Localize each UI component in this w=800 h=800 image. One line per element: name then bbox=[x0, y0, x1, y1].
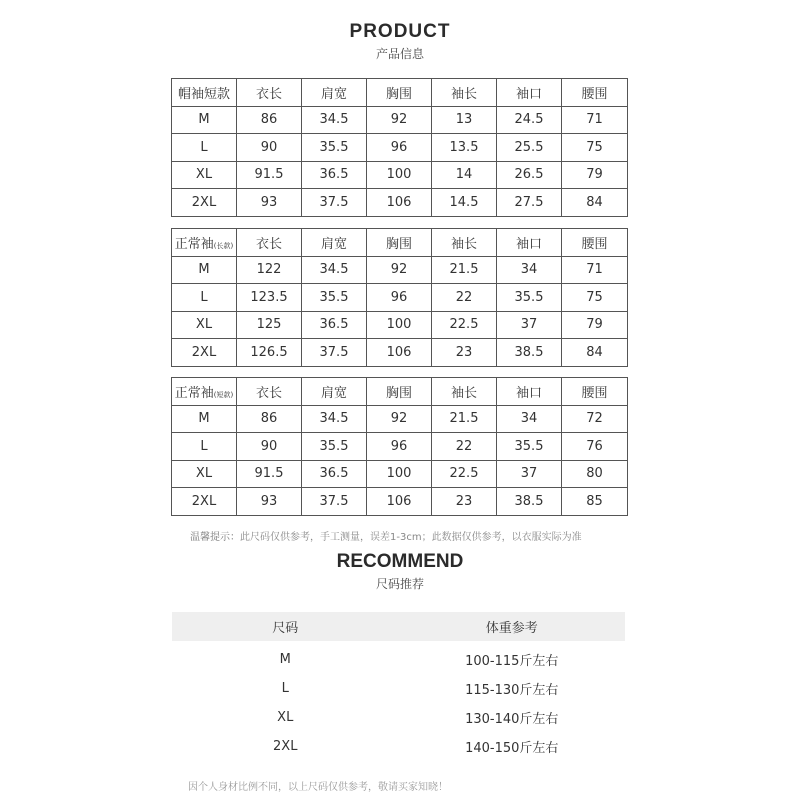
size-label-cell: 2XL bbox=[172, 488, 237, 516]
recommend-header-row bbox=[172, 612, 625, 641]
size-table-column-header: 袖口 bbox=[497, 378, 562, 406]
measurement-note bbox=[190, 528, 582, 543]
size-table-cap-sleeve bbox=[171, 78, 628, 217]
size-table-style-note: (短款) bbox=[213, 390, 234, 399]
size-table-row bbox=[172, 134, 628, 162]
measurement-cell: 22.5 bbox=[432, 460, 497, 488]
recommend-weight: 140-150斤左右 bbox=[465, 741, 559, 756]
size-table-column-header: 腰围 bbox=[562, 229, 628, 257]
measurement-cell: 106 bbox=[367, 488, 432, 516]
recommend-title: RECOMMEND bbox=[336, 551, 464, 572]
size-label-cell: L bbox=[172, 284, 237, 312]
size-table-column-header: 衣长 bbox=[237, 378, 302, 406]
size-table-column-header: 袖口 bbox=[497, 229, 562, 257]
measurement-cell: 23 bbox=[432, 339, 497, 367]
size-label-cell: 2XL bbox=[172, 339, 237, 367]
size-label-cell: L bbox=[172, 134, 237, 162]
measurement-cell: 36.5 bbox=[302, 460, 367, 488]
measurement-cell: 92 bbox=[367, 106, 432, 134]
recommend-row bbox=[172, 674, 625, 703]
size-table-column-header: 衣长 bbox=[237, 229, 302, 257]
size-table-row bbox=[172, 339, 628, 367]
size-table-row bbox=[172, 106, 628, 134]
size-table-column-header: 胸围 bbox=[367, 79, 432, 107]
measurement-cell: 90 bbox=[237, 433, 302, 461]
measurement-cell: 13.5 bbox=[432, 134, 497, 162]
recommend-weight: 100-115斤左右 bbox=[465, 654, 559, 669]
measurement-cell: 13 bbox=[432, 106, 497, 134]
size-table-column-header: 袖长 bbox=[432, 229, 497, 257]
measurement-cell: 35.5 bbox=[497, 433, 562, 461]
measurement-cell: 85 bbox=[562, 488, 628, 516]
measurement-cell: 79 bbox=[562, 161, 628, 189]
size-label-cell: M bbox=[172, 405, 237, 433]
size-table-header-row bbox=[172, 378, 628, 406]
measurement-cell: 36.5 bbox=[302, 161, 367, 189]
size-table-regular-sleeve-short bbox=[171, 377, 628, 516]
size-label-cell: XL bbox=[172, 460, 237, 488]
recommend-row bbox=[172, 703, 625, 732]
disclaimer-note: 因个人身材比例不同，以上尺码仅供参考，敬请买家知晓！ bbox=[188, 782, 448, 793]
measurement-cell: 91.5 bbox=[237, 161, 302, 189]
measurement-cell: 106 bbox=[367, 339, 432, 367]
measurement-cell: 75 bbox=[562, 284, 628, 312]
measurement-cell: 34.5 bbox=[302, 405, 367, 433]
measurement-cell: 72 bbox=[562, 405, 628, 433]
size-table-column-header: 肩宽 bbox=[302, 79, 367, 107]
recommend-table bbox=[172, 612, 625, 761]
recommend-subtitle: 尺码推荐 bbox=[375, 577, 424, 591]
size-table-row bbox=[172, 311, 628, 339]
measurement-cell: 34 bbox=[497, 256, 562, 284]
size-table-column-header: 胸围 bbox=[367, 229, 432, 257]
measurement-cell: 25.5 bbox=[497, 134, 562, 162]
measurement-cell: 86 bbox=[237, 405, 302, 433]
recommend-size: XL bbox=[277, 710, 294, 725]
measurement-cell: 126.5 bbox=[237, 339, 302, 367]
size-table-column-header: 胸围 bbox=[367, 378, 432, 406]
measurement-cell: 84 bbox=[562, 339, 628, 367]
size-table-style-label: 正常袖(短款) bbox=[172, 378, 237, 406]
measurement-cell: 37 bbox=[497, 460, 562, 488]
measurement-cell: 34.5 bbox=[302, 106, 367, 134]
size-label-cell: 2XL bbox=[172, 189, 237, 217]
size-label-cell: M bbox=[172, 256, 237, 284]
measurement-cell: 37.5 bbox=[302, 189, 367, 217]
measurement-cell: 35.5 bbox=[497, 284, 562, 312]
measurement-cell: 21.5 bbox=[432, 405, 497, 433]
size-table-regular-sleeve-long bbox=[171, 228, 628, 367]
size-label-cell: L bbox=[172, 433, 237, 461]
recommend-size: 2XL bbox=[273, 739, 298, 754]
size-table-style-note: (长款) bbox=[213, 241, 234, 250]
measurement-cell: 35.5 bbox=[302, 134, 367, 162]
measurement-cell: 71 bbox=[562, 256, 628, 284]
size-table-header-row bbox=[172, 229, 628, 257]
size-label-cell: M bbox=[172, 106, 237, 134]
size-table-column-header: 肩宽 bbox=[302, 229, 367, 257]
size-table-header-row bbox=[172, 79, 628, 107]
measurement-cell: 76 bbox=[562, 433, 628, 461]
recommend-row bbox=[172, 641, 625, 674]
measurement-cell: 80 bbox=[562, 460, 628, 488]
measurement-cell: 24.5 bbox=[497, 106, 562, 134]
size-table-column-header: 衣长 bbox=[237, 79, 302, 107]
size-table-style-label: 帽袖短款 bbox=[172, 79, 237, 107]
measurement-cell: 22.5 bbox=[432, 311, 497, 339]
size-table-column-header: 腰围 bbox=[562, 378, 628, 406]
measurement-cell: 122 bbox=[237, 256, 302, 284]
measurement-cell: 93 bbox=[237, 189, 302, 217]
recommend-header-size: 尺码 bbox=[172, 612, 399, 641]
size-label-cell: XL bbox=[172, 311, 237, 339]
measurement-cell: 23 bbox=[432, 488, 497, 516]
size-table-style-label: 正常袖(长款) bbox=[172, 229, 237, 257]
measurement-cell: 14.5 bbox=[432, 189, 497, 217]
measurement-cell: 35.5 bbox=[302, 433, 367, 461]
measurement-cell: 96 bbox=[367, 284, 432, 312]
measurement-cell: 37 bbox=[497, 311, 562, 339]
recommend-row bbox=[172, 732, 625, 761]
size-table-row bbox=[172, 433, 628, 461]
size-table-column-header: 袖长 bbox=[432, 378, 497, 406]
measurement-cell: 100 bbox=[367, 460, 432, 488]
measurement-cell: 22 bbox=[432, 433, 497, 461]
measurement-cell: 125 bbox=[237, 311, 302, 339]
measurement-cell: 92 bbox=[367, 256, 432, 284]
measurement-cell: 96 bbox=[367, 433, 432, 461]
note-text: 此尺码仅供参考，手工测量，误差1-3cm；此数据仅供参考，以衣服实际为准 bbox=[240, 532, 582, 543]
measurement-cell: 35.5 bbox=[302, 284, 367, 312]
product-title: PRODUCT bbox=[349, 21, 451, 42]
measurement-cell: 92 bbox=[367, 405, 432, 433]
measurement-cell: 26.5 bbox=[497, 161, 562, 189]
size-table-row bbox=[172, 284, 628, 312]
size-table-row bbox=[172, 189, 628, 217]
recommend-size: L bbox=[281, 681, 289, 696]
measurement-cell: 90 bbox=[237, 134, 302, 162]
measurement-cell: 37.5 bbox=[302, 339, 367, 367]
measurement-cell: 93 bbox=[237, 488, 302, 516]
recommend-weight: 115-130斤左右 bbox=[465, 683, 559, 698]
measurement-cell: 36.5 bbox=[302, 311, 367, 339]
measurement-cell: 38.5 bbox=[497, 339, 562, 367]
recommend-size: M bbox=[279, 652, 291, 667]
measurement-cell: 79 bbox=[562, 311, 628, 339]
measurement-cell: 100 bbox=[367, 161, 432, 189]
recommend-header-weight: 体重参考 bbox=[399, 612, 626, 641]
size-table-row bbox=[172, 405, 628, 433]
measurement-cell: 100 bbox=[367, 311, 432, 339]
size-table-row bbox=[172, 488, 628, 516]
measurement-cell: 34 bbox=[497, 405, 562, 433]
size-table-row bbox=[172, 256, 628, 284]
recommend-weight: 130-140斤左右 bbox=[465, 712, 559, 727]
measurement-cell: 75 bbox=[562, 134, 628, 162]
size-table-row bbox=[172, 161, 628, 189]
size-label-cell: XL bbox=[172, 161, 237, 189]
measurement-cell: 106 bbox=[367, 189, 432, 217]
measurement-cell: 71 bbox=[562, 106, 628, 134]
measurement-cell: 37.5 bbox=[302, 488, 367, 516]
note-prefix: 温馨提示： bbox=[190, 532, 240, 543]
measurement-cell: 86 bbox=[237, 106, 302, 134]
measurement-cell: 21.5 bbox=[432, 256, 497, 284]
size-table-column-header: 肩宽 bbox=[302, 378, 367, 406]
measurement-cell: 91.5 bbox=[237, 460, 302, 488]
product-subtitle: 产品信息 bbox=[375, 47, 424, 61]
size-table-column-header: 袖口 bbox=[497, 79, 562, 107]
measurement-cell: 34.5 bbox=[302, 256, 367, 284]
measurement-cell: 27.5 bbox=[497, 189, 562, 217]
size-table-column-header: 袖长 bbox=[432, 79, 497, 107]
size-table-row bbox=[172, 460, 628, 488]
measurement-cell: 38.5 bbox=[497, 488, 562, 516]
measurement-cell: 96 bbox=[367, 134, 432, 162]
measurement-cell: 84 bbox=[562, 189, 628, 217]
measurement-cell: 14 bbox=[432, 161, 497, 189]
size-table-column-header: 腰围 bbox=[562, 79, 628, 107]
measurement-cell: 22 bbox=[432, 284, 497, 312]
measurement-cell: 123.5 bbox=[237, 284, 302, 312]
